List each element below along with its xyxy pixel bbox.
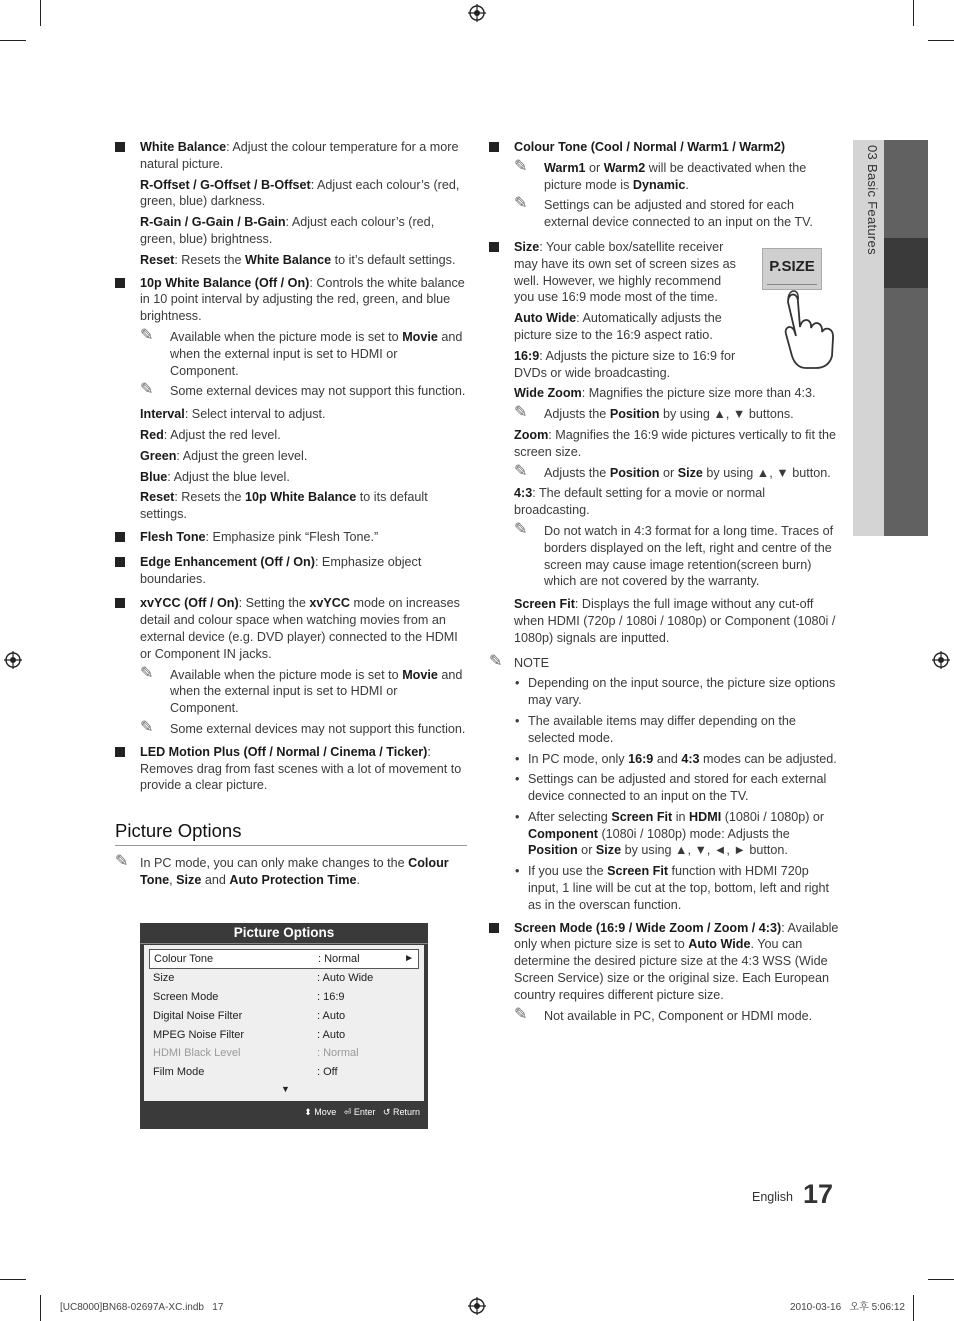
osd-row-mpeg-noise-filter[interactable] [149,1026,417,1044]
osd-label: MPEG Noise Filter [153,1029,245,1041]
bullet-text: If you use the [528,864,608,879]
bullet-text: in [672,809,690,824]
note [514,197,841,231]
chapter-label: 03 Basic Features [865,145,880,255]
note [140,326,467,379]
osd-value: : Auto [317,1029,346,1041]
term: Red [140,427,164,442]
move-icon: ⬍ [304,1107,312,1118]
note-text: , [169,872,177,887]
note-text: Adjusts the [544,465,610,480]
term: Interval [140,407,185,422]
term: Colour Tone (Cool / Normal / Warm1 / Warm2) [514,140,786,154]
term: Warm1 [544,160,586,175]
bullet-square-icon [115,747,125,757]
osd-label: Size [153,972,175,984]
pencil-icon: ✎ [140,381,154,399]
enter-icon: ⏎ [343,1107,352,1118]
list-item [514,713,841,747]
note-text: or [659,465,678,480]
desc: : Emphasize pink “Flesh Tone.” [205,529,379,544]
pencil-icon: ✎ [489,652,503,670]
term: Reset [140,252,175,267]
crop-mark [913,1295,914,1321]
crop-mark [40,0,41,26]
note-text: by using ▲, ▼ button. [702,465,831,480]
term: Position [609,465,660,480]
note-text: Adjusts the [544,407,610,422]
osd-value: : 16:9 [317,991,345,1003]
desc: to its default settings. [140,490,428,522]
section-title: Picture Options [115,820,467,846]
note-text: and [201,872,230,887]
desc: : Adjust each colour’s (red, green, blue) brightness. [140,215,435,246]
osd-menu [140,923,428,1129]
osd-label: Film Mode [153,1066,205,1078]
hand-pointer-icon [778,272,840,372]
bullet-text: and [653,751,682,766]
list-item [115,275,467,523]
term: Size [176,872,202,887]
pencil-icon: ✎ [514,404,528,422]
list-item [115,139,467,269]
osd-value: : Normal [317,1047,359,1059]
note-text: and when the external input is set to HDMI or Component. [170,667,463,716]
desc: : Select interval to adjust. [184,407,326,422]
bullet-square-icon [115,557,125,567]
osd-label: HDMI Black Level [153,1047,241,1059]
term: Screen Mode (16:9 / Wide Zoom / Zoom / 4:3) [514,920,782,935]
term: Auto Wide [688,937,751,952]
note-text: Available when the picture mode is set to [170,667,403,682]
term: xvYCC [309,596,350,611]
pencil-icon: ✎ [514,157,528,175]
term: Edge Enhancement (Off / On) [140,554,315,569]
pencil-icon: ✎ [514,520,528,538]
bullet-dot-icon: • [515,772,520,787]
note-text: Do not watch in 4:3 format for a long time. Traces of borders displayed on the left, right and centre of the screen may cause image retention(screen burn) which are not covered by the warranty. [544,523,834,589]
note [514,157,841,194]
bullet-square-icon [489,923,499,933]
pencil-icon: ✎ [514,195,528,213]
desc: : Resets the [174,490,246,505]
bullet-text: modes can be adjusted. [699,751,837,766]
term: 4:3 [681,751,700,766]
term: Screen Fit [607,864,669,879]
term: 4:3 [514,486,533,501]
note-text: Some external devices may not support this function. [170,721,466,736]
desc: : Adjust the green level. [176,448,308,463]
term: Screen Fit [611,809,673,824]
note-text: In PC mode, you can only make changes to the [140,856,409,871]
crop-mark [913,0,914,26]
term: Blue [140,469,168,484]
crop-mark [0,40,26,41]
desc: : The default setting for a movie or normal broadcasting. [514,486,766,518]
note-text: . [685,177,689,192]
note [514,1005,841,1025]
crop-mark [928,40,954,41]
list-item [514,863,841,913]
desc: mode on increases detail and colour space when watching movies from an external device (e.g. DVD player) connected to the HDMI or Component IN jacks. [140,596,460,661]
print-file-label: [UC8000]BN68-02697A-XC.indb 17 [60,1302,224,1313]
pencil-icon: ✎ [140,664,154,682]
pencil-icon: ✎ [140,326,154,344]
term: Movie [402,329,438,344]
term: 10p White Balance (Off / On) [140,275,310,290]
list-item [514,771,841,805]
chapter-tab-bar [884,140,928,536]
term: LED Motion Plus (Off / Normal / Cinema / Ticker) [140,744,428,759]
page-footer [752,1178,842,1210]
desc: : Adjusts the picture size to 16:9 for DVDs or wide broadcasting. [514,348,736,380]
note-text: Settings can be adjusted and stored for each external device connected to an input on the TV. [544,198,813,230]
desc: : Your cable box/satellite receiver may have its own set of screen sizes as well. However, we highly recommend you use 16:9 mode most of the time. [514,239,736,305]
note-label: NOTE [514,655,549,670]
note-text: by using ▲, ▼ buttons. [659,407,794,422]
bullet-text: In PC mode, only [528,751,629,766]
osd-label: Screen Mode [153,991,219,1003]
list-item [489,139,841,231]
bullet-text: by using ▲, ▼, ◄, ► button. [621,843,788,858]
term: Size [595,843,622,858]
osd-value: : Auto Wide [317,972,374,984]
bullet-square-icon [489,242,499,252]
osd-footer [304,1104,420,1121]
pencil-icon: ✎ [140,718,154,736]
registration-mark-icon [468,1297,486,1315]
term: Dynamic [632,177,686,192]
desc: : Automatically adjusts the picture size to the 16:9 aspect ratio. [514,311,722,342]
list-item [514,809,841,859]
osd-title: Picture Options [140,923,428,944]
osd-row-film-mode[interactable] [149,1063,417,1081]
list-item [115,554,467,588]
bullet-text: (1080i / 1080p) mode: Adjusts the [597,826,790,841]
desc: : Resets the [174,252,246,267]
psize-button-label: P.SIZE [769,258,815,275]
note-header [489,652,841,672]
note-text: Available when the picture mode is set to [170,329,403,344]
return-label: Return [392,1107,420,1118]
term: Component [528,826,598,841]
note-text: Not available in PC, Component or HDMI mode. [544,1008,813,1023]
term: Wide Zoom [514,386,582,401]
pencil-icon: ✎ [514,1005,528,1023]
crop-mark [0,1279,26,1280]
note-text: . [356,872,360,887]
desc: : Adjust the colour temperature for a more natural picture. [140,140,459,171]
bullet-square-icon [489,142,499,152]
note-bullets [489,675,841,913]
note [514,406,841,423]
desc: : Magnifies the picture size more than 4:3. [581,386,816,401]
desc: . You can determine the desired picture size at the 4:3 WSS (Wide Screen Service) size or the original size. Each European country requires different picture size. [514,937,830,1002]
chapter-tab-marker [884,238,928,288]
term: Reset [140,490,175,505]
desc: : Magnifies the 16:9 wide pictures vertically to fit the screen size. [514,427,836,459]
bullet-text: Settings can be adjusted and stored for each external device connected to an input on the TV. [528,772,827,804]
osd-value: : Normal [318,953,360,965]
right-arrow-icon: ► [404,953,414,964]
term: HDMI [689,809,722,824]
note-text: or [585,160,604,175]
return-icon: ↺ [382,1107,391,1118]
osd-list [144,945,424,1101]
term: Warm2 [603,160,646,175]
desc: : Adjust each colour’s (red, green, blue) darkness. [140,177,460,209]
term: Position [528,843,578,858]
list-item [115,529,467,546]
osd-label: Colour Tone [154,953,214,965]
bullet-text: or [577,843,596,858]
term: 10p White Balance [245,490,357,505]
bullet-square-icon [115,278,125,288]
list-item [514,751,841,768]
bullet-dot-icon: • [515,809,520,824]
note [115,855,467,889]
bullet-text: Depending on the input source, the picture size options may vary. [528,676,836,708]
enter-label: Enter [353,1107,376,1118]
desc: : Adjust the blue level. [167,469,290,484]
pencil-icon: ✎ [514,462,528,480]
list-item [514,675,841,709]
print-date-label: 2010-03-16 오후 5:06:12 [790,1302,905,1313]
bullet-text: function with HDMI 720p input, 1 line will be cut at the top, bottom, left and right as in the overscan function. [528,864,830,912]
registration-mark-icon [4,651,22,669]
note-text: Some external devices may not support this function. [170,384,466,399]
note-text: and when the external input is set to HDMI or Component. [170,329,463,378]
pencil-icon: ✎ [115,853,129,871]
term: Colour Tone [140,856,449,887]
bullet-text: After selecting [528,809,612,824]
desc: : Setting the [238,596,310,611]
psize-illustration [758,246,842,376]
term: White Balance [245,252,332,267]
osd-row-screen-mode[interactable] [149,988,417,1006]
osd-row-hdmi-black-level [149,1044,417,1062]
osd-value: : Auto [317,1010,346,1022]
page-number: 17 [803,1179,834,1209]
list-item [115,595,467,737]
list-item [489,920,841,1025]
bullet-text: The available items may differ depending on the selected mode. [528,713,796,745]
desc: : Displays the full image without any cut-off when HDMI (720p / 1080i / 1080p) or Component (1080i / 1080p) signals are inputted. [514,597,836,645]
note [140,383,467,400]
language-label: English [752,1190,793,1204]
term: Green [140,448,177,463]
bullet-dot-icon: • [515,864,520,879]
desc: : Controls the white balance in 10 point interval by adjusting the red, green, and blue brightness. [140,275,465,324]
term: R-Offset / G-Offset / B-Offset [140,177,311,192]
term: 16:9 [628,751,654,766]
desc: : Adjust the red level. [163,427,281,442]
term: Zoom [514,427,549,442]
term: Screen Fit [514,597,575,612]
bullet-square-icon [115,142,125,152]
scroll-down-icon[interactable]: ▼ [281,1084,290,1094]
bullet-text: (1080i / 1080p) or [721,809,825,824]
move-label: Move [314,1107,337,1118]
bullet-square-icon [115,598,125,608]
osd-label: Digital Noise Filter [153,1010,243,1022]
term: 16:9 [514,348,540,363]
bullet-dot-icon: • [515,676,520,691]
osd-value: : Off [317,1066,338,1078]
desc: : Removes drag from fast scenes with a lot of movement to provide a clear picture. [140,744,462,793]
term: White Balance [140,140,227,154]
term: Flesh Tone [140,529,206,544]
desc: to it’s default settings. [331,252,456,267]
osd-row-size[interactable] [149,969,417,987]
term: Movie [402,667,438,682]
term: xvYCC (Off / On) [140,596,239,611]
registration-mark-icon [932,651,950,669]
note [140,664,467,717]
bullet-dot-icon: • [515,751,520,766]
registration-mark-icon [468,4,486,22]
osd-row-digital-noise-filter[interactable] [149,1007,417,1025]
crop-mark [928,1279,954,1280]
note [514,520,841,590]
list-item [115,744,467,794]
term: Auto Protection Time [229,872,357,887]
term: Size [677,465,703,480]
desc: : Emphasize object boundaries. [140,554,422,586]
term: Size [514,239,540,254]
bullet-dot-icon: • [515,713,520,728]
term: R-Gain / G-Gain / B-Gain [140,215,286,230]
bullet-square-icon [115,532,125,542]
note-text: will be deactivated when the picture mode is [544,160,807,192]
desc: : Available only when picture size is set to [514,920,839,952]
note [140,718,467,738]
osd-row-colour-tone[interactable] [149,949,419,969]
term: Position [609,407,660,422]
crop-mark [40,1295,41,1321]
left-column [115,139,467,893]
note [514,462,841,482]
term: Auto Wide [514,311,577,326]
